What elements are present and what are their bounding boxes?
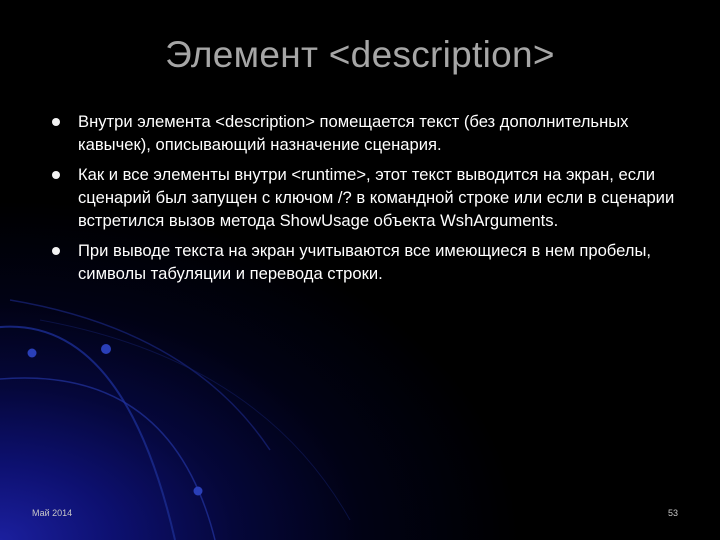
bullet-item xyxy=(50,110,690,156)
bullet-list xyxy=(50,110,690,292)
decorative-arc xyxy=(0,327,175,540)
bullet-text: Внутри элемента <description> помещается текст (без дополнительных кавычек), описывающий назначение сценария. xyxy=(78,112,629,154)
bullet-icon xyxy=(52,118,60,126)
decorative-dot xyxy=(101,344,111,354)
slide-title: Элемент <description> xyxy=(165,34,555,75)
bullet-item xyxy=(50,163,690,232)
decorative-dot xyxy=(194,487,203,496)
bullet-text: При выводе текста на экран учитываются все имеющиеся в нем пробелы, символы табуляции и перевода строки. xyxy=(78,241,652,283)
decorative-dot xyxy=(28,349,37,358)
decorative-arc xyxy=(10,300,270,450)
bullet-icon xyxy=(52,247,60,255)
bullet-item xyxy=(50,239,690,285)
footer-date: Май 2014 xyxy=(32,508,73,518)
page-number: 53 xyxy=(667,508,678,518)
bullet-icon xyxy=(52,171,60,179)
bullet-text: Как и все элементы внутри <runtime>, этот текст выводится на экран, если сценарий был запущен с ключом /? в командной строке или если в сценарии встретился вызов метода ShowUsage объекта WshArguments. xyxy=(78,165,675,230)
